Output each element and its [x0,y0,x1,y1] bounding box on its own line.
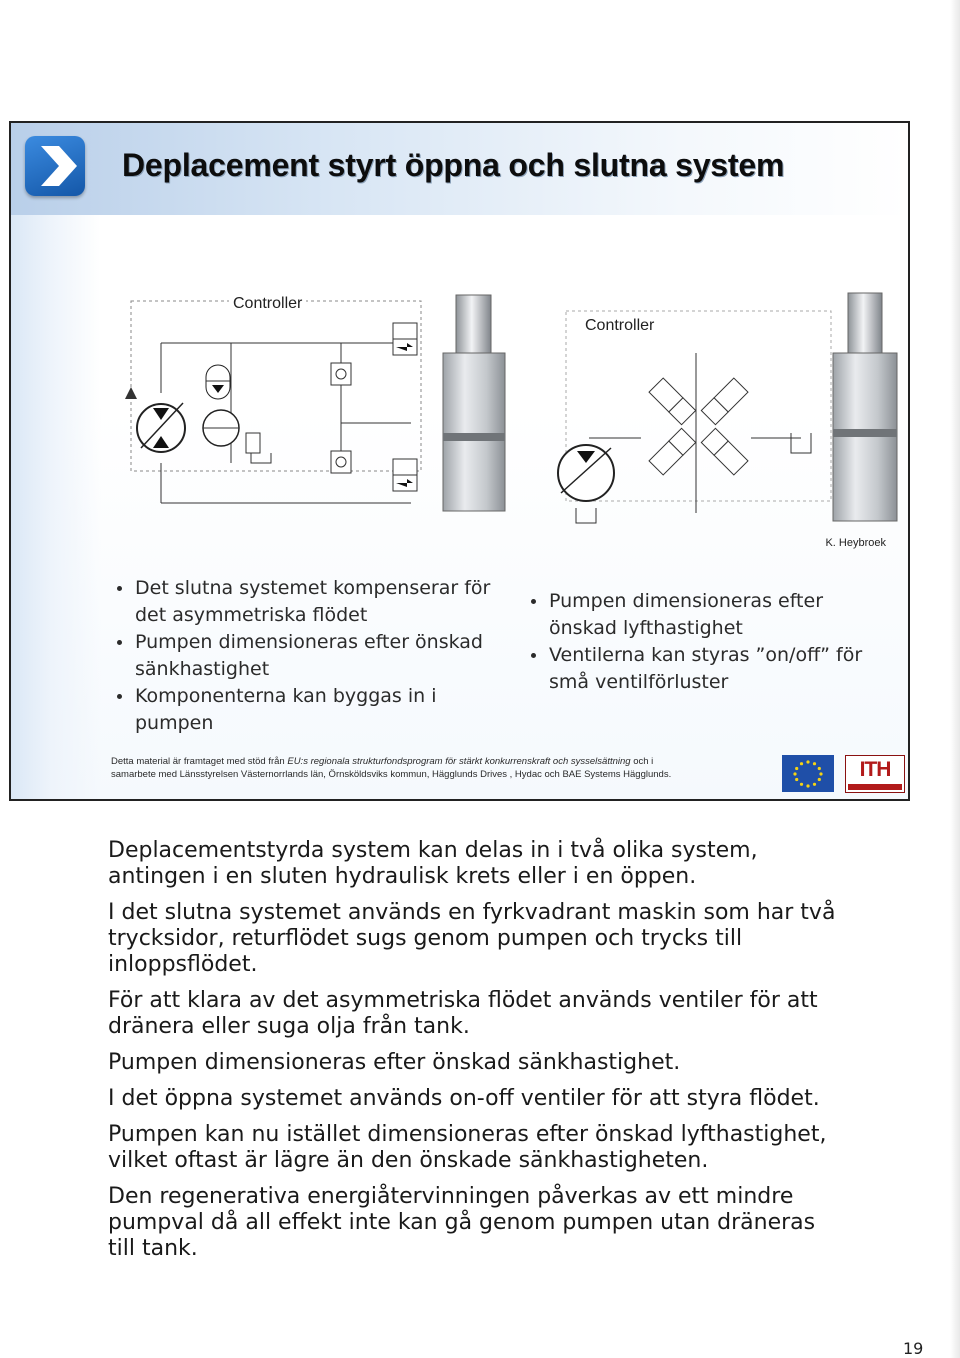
cylinder-right [833,293,897,521]
diagram-credit: K. Heybroek [825,537,886,549]
bullet-item: Det slutna systemet kompenserar för det asymmetriska flödet [115,575,515,629]
controller-label-left: Controller [229,295,306,313]
closed-system-schematic [125,301,421,503]
bullet-item: Komponenterna kan byggas in i pumpen [115,683,515,737]
body-paragraph: I det öppna systemet används on-off ventiler för att styra flödet. [108,1086,820,1111]
page-number: 19 [903,1339,924,1358]
footer-line1-b: EU:s regionala strukturfondsprogram för stärkt konkurrenskraft och sysselsättning [287,756,631,767]
bullet-item: Ventilerna kan styras ”on/off” för små ventilförluster [529,642,889,696]
bullet-list-left [115,575,515,737]
ith-logo [845,755,905,793]
controller-label-right: Controller [581,317,658,335]
body-paragraph: Pumpen kan nu istället dimensioneras efter önskad lyfthastighet, vilket oftast är lägre än den önskade sänkhastigheten. [108,1122,827,1173]
hydraulic-schematic [111,283,901,553]
cylinder-left [443,295,505,511]
bullet-item: Pumpen dimensioneras efter önskad lyfthastighet [529,588,889,642]
body-paragraph: För att klara av det asymmetriska flödet används ventiler för att dränera eller suga olja från tank. [108,988,818,1039]
hydraulic-diagram [111,283,901,557]
ith-logo-text: ITH [859,758,891,781]
bullet-list-right [529,588,889,696]
footer-line1-c: och i [630,756,654,767]
body-paragraph: Pumpen dimensioneras efter önskad sänkhastighet. [108,1050,681,1075]
page-edge [950,0,960,1358]
body-paragraph: Deplacementstyrda system kan delas in i två olika system, antingen i en sluten hydraulisk krets eller i en öppen. [108,838,758,889]
footer-line1-a: Detta material är framtaget med stöd från [111,756,288,767]
slide [9,121,910,801]
footer-line2: samarbete med Länsstyrelsen Västernorrlands län, Örnsköldsviks kommun, Hägglunds Drives , Hydac och BAE Systems Hägglunds. [111,769,672,780]
body-paragraph: I det slutna systemet används en fyrkvadrant maskin som har två trycksidor, returflödet sugs genom pumpen och trycks till inloppsflödet. [108,900,836,977]
bullet-item: Pumpen dimensioneras efter önskad sänkhastighet [115,629,515,683]
eu-flag-icon [782,755,834,792]
chevron-right-icon [25,136,85,196]
body-paragraph: Den regenerativa energiåtervinningen påverkas av ett mindre pumpval då all effekt inte kan gå genom pumpen utan dräneras till tank. [108,1184,816,1261]
funding-footer [111,755,781,781]
body-text [108,838,838,1272]
ith-logo-strip [848,784,902,790]
slide-title: Deplacement styrt öppna och slutna system [122,147,785,183]
open-system-schematic [558,311,831,523]
slide-side-gradient [11,213,101,801]
